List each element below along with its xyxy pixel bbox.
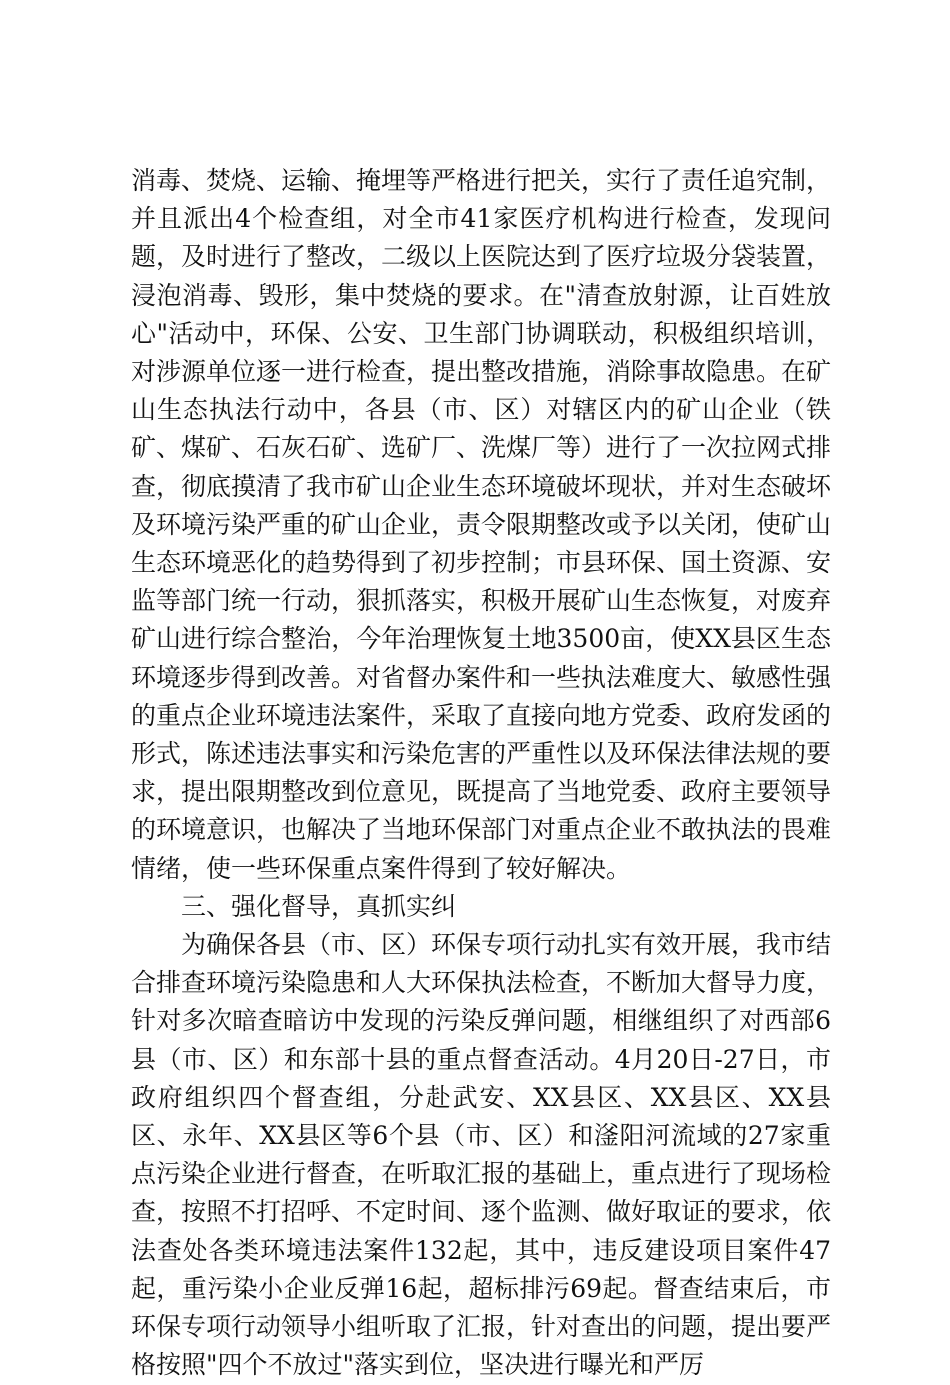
body-paragraph: 消毒、焚烧、运输、掩埋等严格进行把关，实行了责任追究制，并且派出4个检查组，对全市41家医疗机构进行检查，发现问题，及时进行了整改，二级以上医院达到了医疗垃圾分袋装置，浸泡消毒、毁形，集中焚烧的要求。在"清查放射源，让百姓放心"活动中，环保、公安、卫生部门协调联动，积极组织培训，对涉源单位逐一进行检查，提出整改措施，消除事故隐患。在矿山生态执法行动中，各县（市、区）对辖区内的矿山企业（铁矿、煤矿、石灰石矿、选矿厂、洗煤厂等）进行了一次拉网式排查，彻底摸清了我市矿山企业生态环境破坏现状，并对生态破坏及环境污染严重的矿山企业，责令限期整改或予以关闭，使矿山生态环境恶化的趋势得到了初步控制；市县环保、国土资源、安监等部门统一行动，狠抓落实，积极开展矿山生态恢复，对废弃矿山进行综合整治，今年治理恢复土地3500亩，使XX县区生态环境逐步得到改善。对省督办案件和一些执法难度大、敏感性强的重点企业环境违法案件，采取了直接向地方党委、政府发函的形式，陈述违法事实和污染危害的严重性以及环保法律法规的要求，提出限期整改到位意见，既提高了当地党委、政府主要领导的环境意识，也解决了当地环保部门对重点企业不敢执法的畏难情绪，使一些环保重点案件得到了较好解决。: [131, 166, 832, 883]
document-page: [131, 0, 831, 1385]
body-paragraph: 为确保各县（市、区）环保专项行动扎实有效开展，我市结合排查环境污染隐患和人大环保执法检查，不断加大督导力度，针对多次暗查暗访中发现的污染反弹问题，相继组织了对西部6县（市、区）和东部十县的重点督查活动。4月20日-27日，市政府组织四个督查组，分赴武安、XX县区、XX县区、XX县区、永年、XX县区等6个县（市、区）和滏阳河流域的27家重点污染企业进行督查，在听取汇报的基础上，重点进行了现场检查，按照不打招呼、不定时间、逐个监测、做好取证的要求，依法查处各类环境违法案件132起，其中，违反建设项目案件47起，重污染小企业反弹16起，超标排污69起。督查结束后，市环保专项行动领导小组听取了汇报，针对查出的问题，提出要严格按照"四个不放过"落实到位，坚决进行曝光和严厉: [131, 930, 832, 1380]
section-heading: 三、强化督导，真抓实纠: [181, 891, 457, 921]
